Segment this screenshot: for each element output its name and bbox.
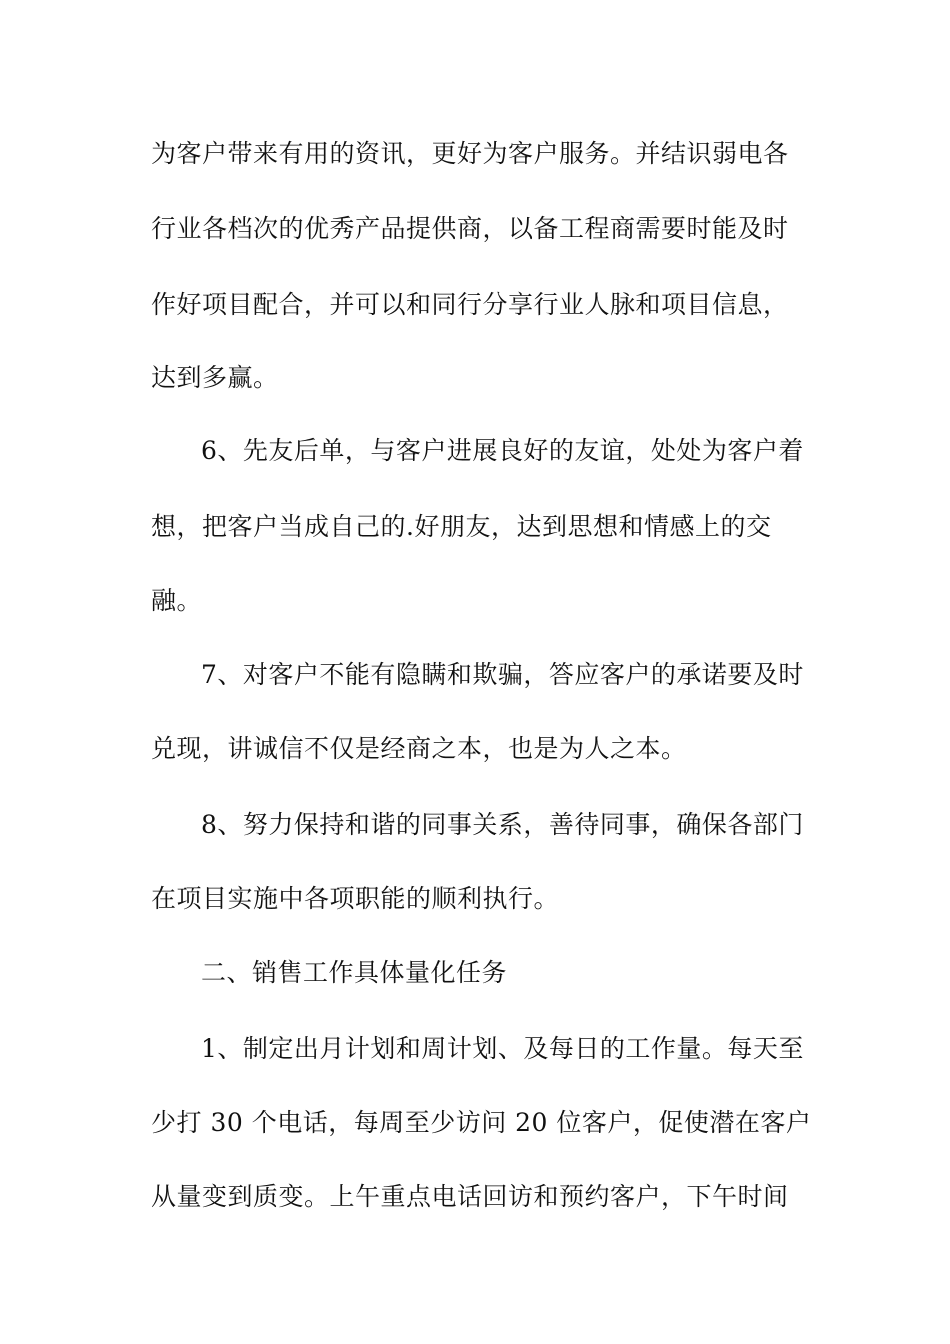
text-line: 为客户带来有用的资讯，更好为客户服务。并结识弱电各 [151, 139, 789, 168]
text-line: 作好项目配合，并可以和同行分享行业人脉和项目信息， [151, 290, 789, 319]
paragraph-1-start: 1、制定出月计划和周计划、及每日的工作量。每天至 [201, 1034, 804, 1063]
text-line: 在项目实施中各项职能的顺利执行。 [151, 884, 560, 913]
text-line: 达到多赢。 [151, 363, 279, 392]
paragraph-6-start: 6、先友后单，与客户进展良好的友谊，处处为客户着 [201, 436, 804, 465]
text-line: 融。 [151, 586, 203, 615]
paragraph-8-start: 8、努力保持和谐的同事关系，善待同事，确保各部门 [201, 810, 804, 839]
paragraph-7-start: 7、对客户不能有隐瞒和欺骗，答应客户的承诺要及时 [201, 660, 804, 689]
text-line: 兑现，讲诚信不仅是经商之本，也是为人之本。 [151, 734, 687, 763]
text-line: 行业各档次的优秀产品提供商，以备工程商需要时能及时 [151, 214, 789, 243]
text-line: 想，把客户当成自己的.好朋友，达到思想和情感上的交 [151, 512, 772, 541]
text-line: 少打 30 个电话，每周至少访问 20 位客户，促使潜在客户 [151, 1108, 812, 1137]
text-line: 从量变到质变。上午重点电话回访和预约客户，下午时间 [151, 1182, 789, 1211]
section-heading: 二、销售工作具体量化任务 [201, 958, 508, 987]
